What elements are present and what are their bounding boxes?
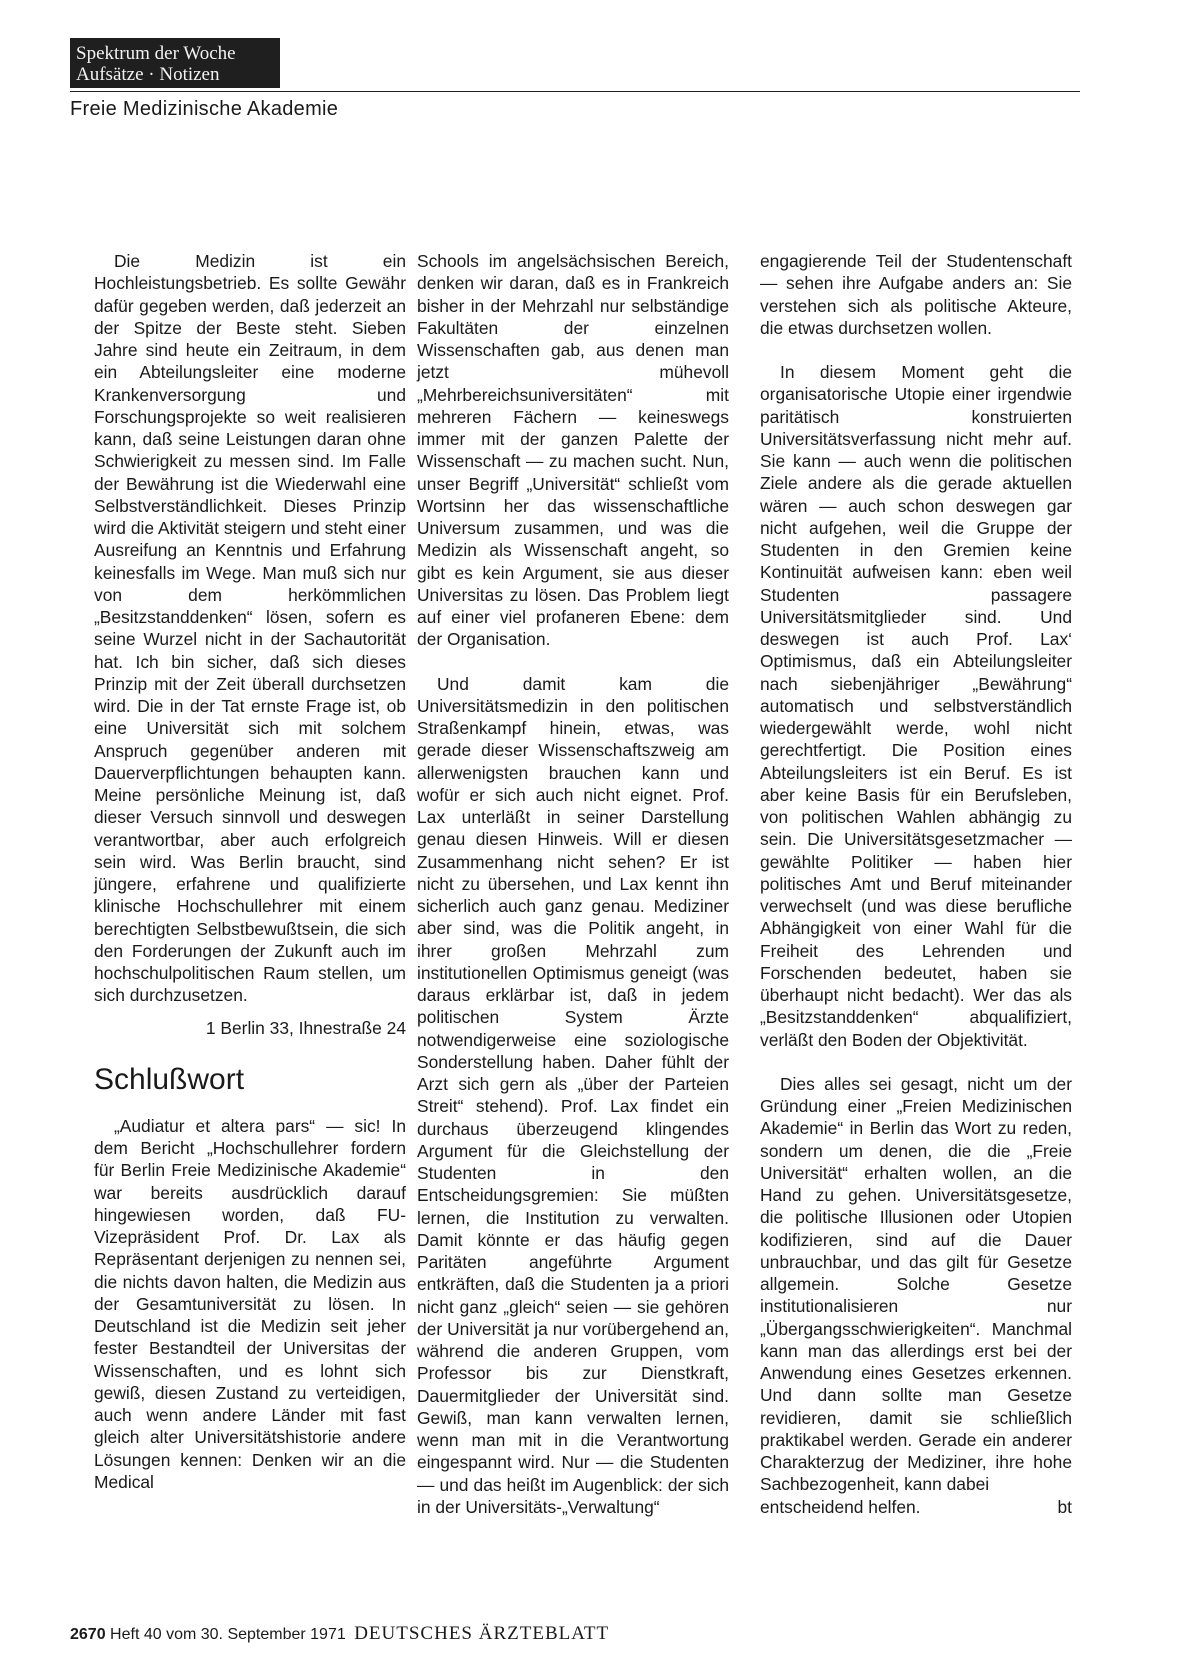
closing-text: entscheidend helfen.	[760, 1496, 921, 1517]
text-column-2	[417, 250, 729, 1518]
paragraph: Schools im angelsächsischen Bereich, denken wir daran, daß es in Frankreich bisher in der Mehrzahl nur selbständige Fakultäten der einzelnen Wissenschaften gab, aus denen man jetzt mühevoll „Mehrbereichsuniversitäten“ mit mehreren Fächern — keineswegs immer mit der ganzen Palette der Wissenschaft — zu machen sucht. Nun, unser Begriff „Universität“ schließt vom Wortsinn her das wissenschaftliche Universum zusammen, und was die Medizin als Wissenschaft angeht, so gibt es kein Argument, sie aus dieser Universitas zu lösen. Das Problem liegt auf einer viel profaneren Ebene: dem der Organisation.	[417, 251, 729, 650]
text-column-1	[94, 250, 406, 1493]
paragraph: engagierende Teil der Studentenschaft — sehen ihre Aufgabe anders an: Sie verstehen sich als politische Akteure, die etwas durchsetzen wollen.	[760, 251, 1072, 338]
page-number: 2670	[70, 1626, 106, 1643]
issue-info: Heft 40 vom 30. September 1971	[110, 1626, 346, 1643]
text-column-3	[760, 250, 1072, 1518]
paragraph: „Audiatur et altera pars“ — sic! In dem Bericht „Hochschullehrer fordern für Berlin Freie Medizinische Akademie“ war bereits ausdrücklich darauf hingewiesen worden, daß FU-Vizepräsident Prof. Dr. Lax als Repräsentant derjenigen zu nennen sei, die nichts davon halten, die Medizin aus der Gesamtuniversität zu lösen. In Deutschland ist die Medizin seit jeher fester Bestandteil der Universitas der Wissenschaften, und es lohnt sich gewiß, diesen Zustand zu verteidigen, auch wenn andere Länder mit fast gleich alter Universitätshistorie andere Lösungen kennen: Denken wir an die Medical	[94, 1115, 406, 1492]
page-footer	[70, 1623, 609, 1645]
author-signature: bt	[1057, 1496, 1072, 1517]
paragraph: In diesem Moment geht die organisatorische Utopie einer irgendwie paritätisch konstruierten Universitätsverfassung nicht mehr auf. Sie kann — auch wenn die politischen Ziele andere als die gerade aktuellen wären — auch schon deswegen gar nicht aufgehen, weil die Gruppe der Studenten in den Gremien keine Kontinuität aufweisen kann: eben weil Studenten passagere Universitätsmitglieder sind. Und deswegen ist auch Prof. Lax‘ Optimismus, daß ein Abteilungsleiter nach siebenjähriger „Bewährung“ automatisch und selbstverständlich wiedergewählt werde, wohl nicht gerechtfertigt. Die Position eines Abteilungsleiters ist ein Beruf. Es ist aber keine Basis für ein Berufsleben, von politischen Wahlen abhängig zu sein. Die Universitätsgesetzmacher — gewählte Politiker — haben hier politisches Amt und Beruf miteinander verwechselt (und was diese berufliche Abhängigkeit von einer Wahl für die Freiheit des Lehrenden und Forschenden bedeutet, haben sie überhaupt nicht bedacht). Wer das als „Besitzstanddenken“ abqualifiziert, verläßt den Boden der Objektivität.	[760, 362, 1072, 1050]
journal-name: DEUTSCHES ÄRZTEBLATT	[354, 1623, 610, 1644]
header-rule	[70, 91, 1080, 92]
author-address: 1 Berlin 33, Ihnestraße 24	[205, 1017, 406, 1038]
paragraph: Dies alles sei gesagt, nicht um der Gründung einer „Freien Medizinischen Akademie“ in Berlin das Wort zu reden, sondern um denen, die die „Freie Universität“ erhalten wollen, an die Hand zu gehen. Universitätsgesetze, die politische Illusionen oder Utopien kodifizieren, sind auf die Dauer unbrauchbar, und das gilt für Gesetze allgemein. Solche Gesetze institutionalisieren nur „Übergangsschwierigkeiten“. Manchmal kann man das allerdings erst bei der Anwendung eines Gesetzes erkennen. Und dann sollte man Gesetze revidieren, damit sie schließlich praktikabel werden. Gerade ein anderer Charakterzug der Mediziner, ihre hohe Sachbezogenheit, kann dabei	[760, 1073, 1072, 1495]
rubric-line-2: Aufsätze · Notizen	[76, 64, 220, 85]
section-title: Freie Medizinische Akademie	[70, 98, 339, 120]
closing-line	[760, 1496, 1072, 1518]
rubric-label	[70, 38, 280, 88]
paragraph: Und damit kam die Universitätsmedizin in den politischen Straßenkampf hinein, etwas, was gerade dieser Wissenschaftszweig am allerwenigsten brauchen kann und wofür er sich auch nicht eignet. Prof. Lax unterläßt in seiner Darstellung genau diesen Hinweis. Will er diesen Zusammenhang nicht sehen? Er ist nicht zu übersehen, und Lax kennt ihn sicherlich auch ganz genau. Mediziner aber sind, was die Politik angeht, in ihrer großen Mehrzahl zum institutionellen Optimismus geneigt (was daraus erklärbar ist, daß in jedem politischen System Ärzte notwendigerweise eine soziologische Sonderstellung haben. Daher fühlt der Arzt sich gern als „über der Parteien Streit“ stehend). Prof. Lax findet ein durchaus überzeugend klingendes Argument für die Gleichstellung der Studenten in den Entscheidungsgremien: Sie müßten lernen, die Institution zu verwalten. Damit könnte er das häufig gegen Paritäten angeführte Argument entkräften, daß die Studenten ja a priori nicht ganz „gleich“ seien — sie gehören der Universität ja nur vorübergehend an, während die anderen Gruppen, vom Professor bis zur Dienstkraft, Dauermitglieder der Universität sind. Gewiß, man kann verwalten lernen, wenn man mit in die Verantwortung eingespannt wird. Nur — die Studenten — und das heißt im Augenblick: der sich in der Universitäts-„Verwaltung“	[417, 673, 729, 1517]
rubric-line-1: Spektrum der Woche	[76, 43, 236, 64]
paragraph: Die Medizin ist ein Hochleistungsbetrieb. Es sollte Gewähr dafür gegeben werden, daß jederzeit an der Spitze der Beste steht. Sieben Jahre sind heute ein Zeitraum, in dem ein Abteilungsleiter eine moderne Krankenversorgung und Forschungsprojekte so weit realisieren kann, daß seine Leistungen daran ohne Schwierigkeit zu messen sind. Im Falle der Bewährung ist die Wiederwahl eine Selbstverständlichkeit. Dieses Prinzip wird die Aktivität steigern und steht einer Ausreifung an Kenntnis und Erfahrung keinesfalls im Wege. Man muß sich nur von dem herkömmlichen „Besitzstanddenken“ lösen, sofern es seine Wurzel nicht in der Sachautorität hat. Ich bin sicher, daß sich dieses Prinzip mit der Zeit überall durchsetzen wird. Die in der Tat ernste Frage ist, ob eine Universität sich mit solchem Anspruch gegenüber anderen mit Dauerverpflichtungen behaupten kann. Meine persönliche Meinung ist, daß dieser Versuch sinnvoll und deswegen verantwortbar, aber auch erfolgreich sein wird. Was Berlin braucht, sind jüngere, erfahrene und qualifizierte klinische Hochschullehrer mit einem berechtigten Selbstbewußtsein, die sich den Forderungen der Zukunft auch im hochschulpolitischen Raum stellen, um sich durchzusetzen.	[94, 251, 406, 1006]
article-heading: Schlußwort	[94, 1062, 245, 1096]
